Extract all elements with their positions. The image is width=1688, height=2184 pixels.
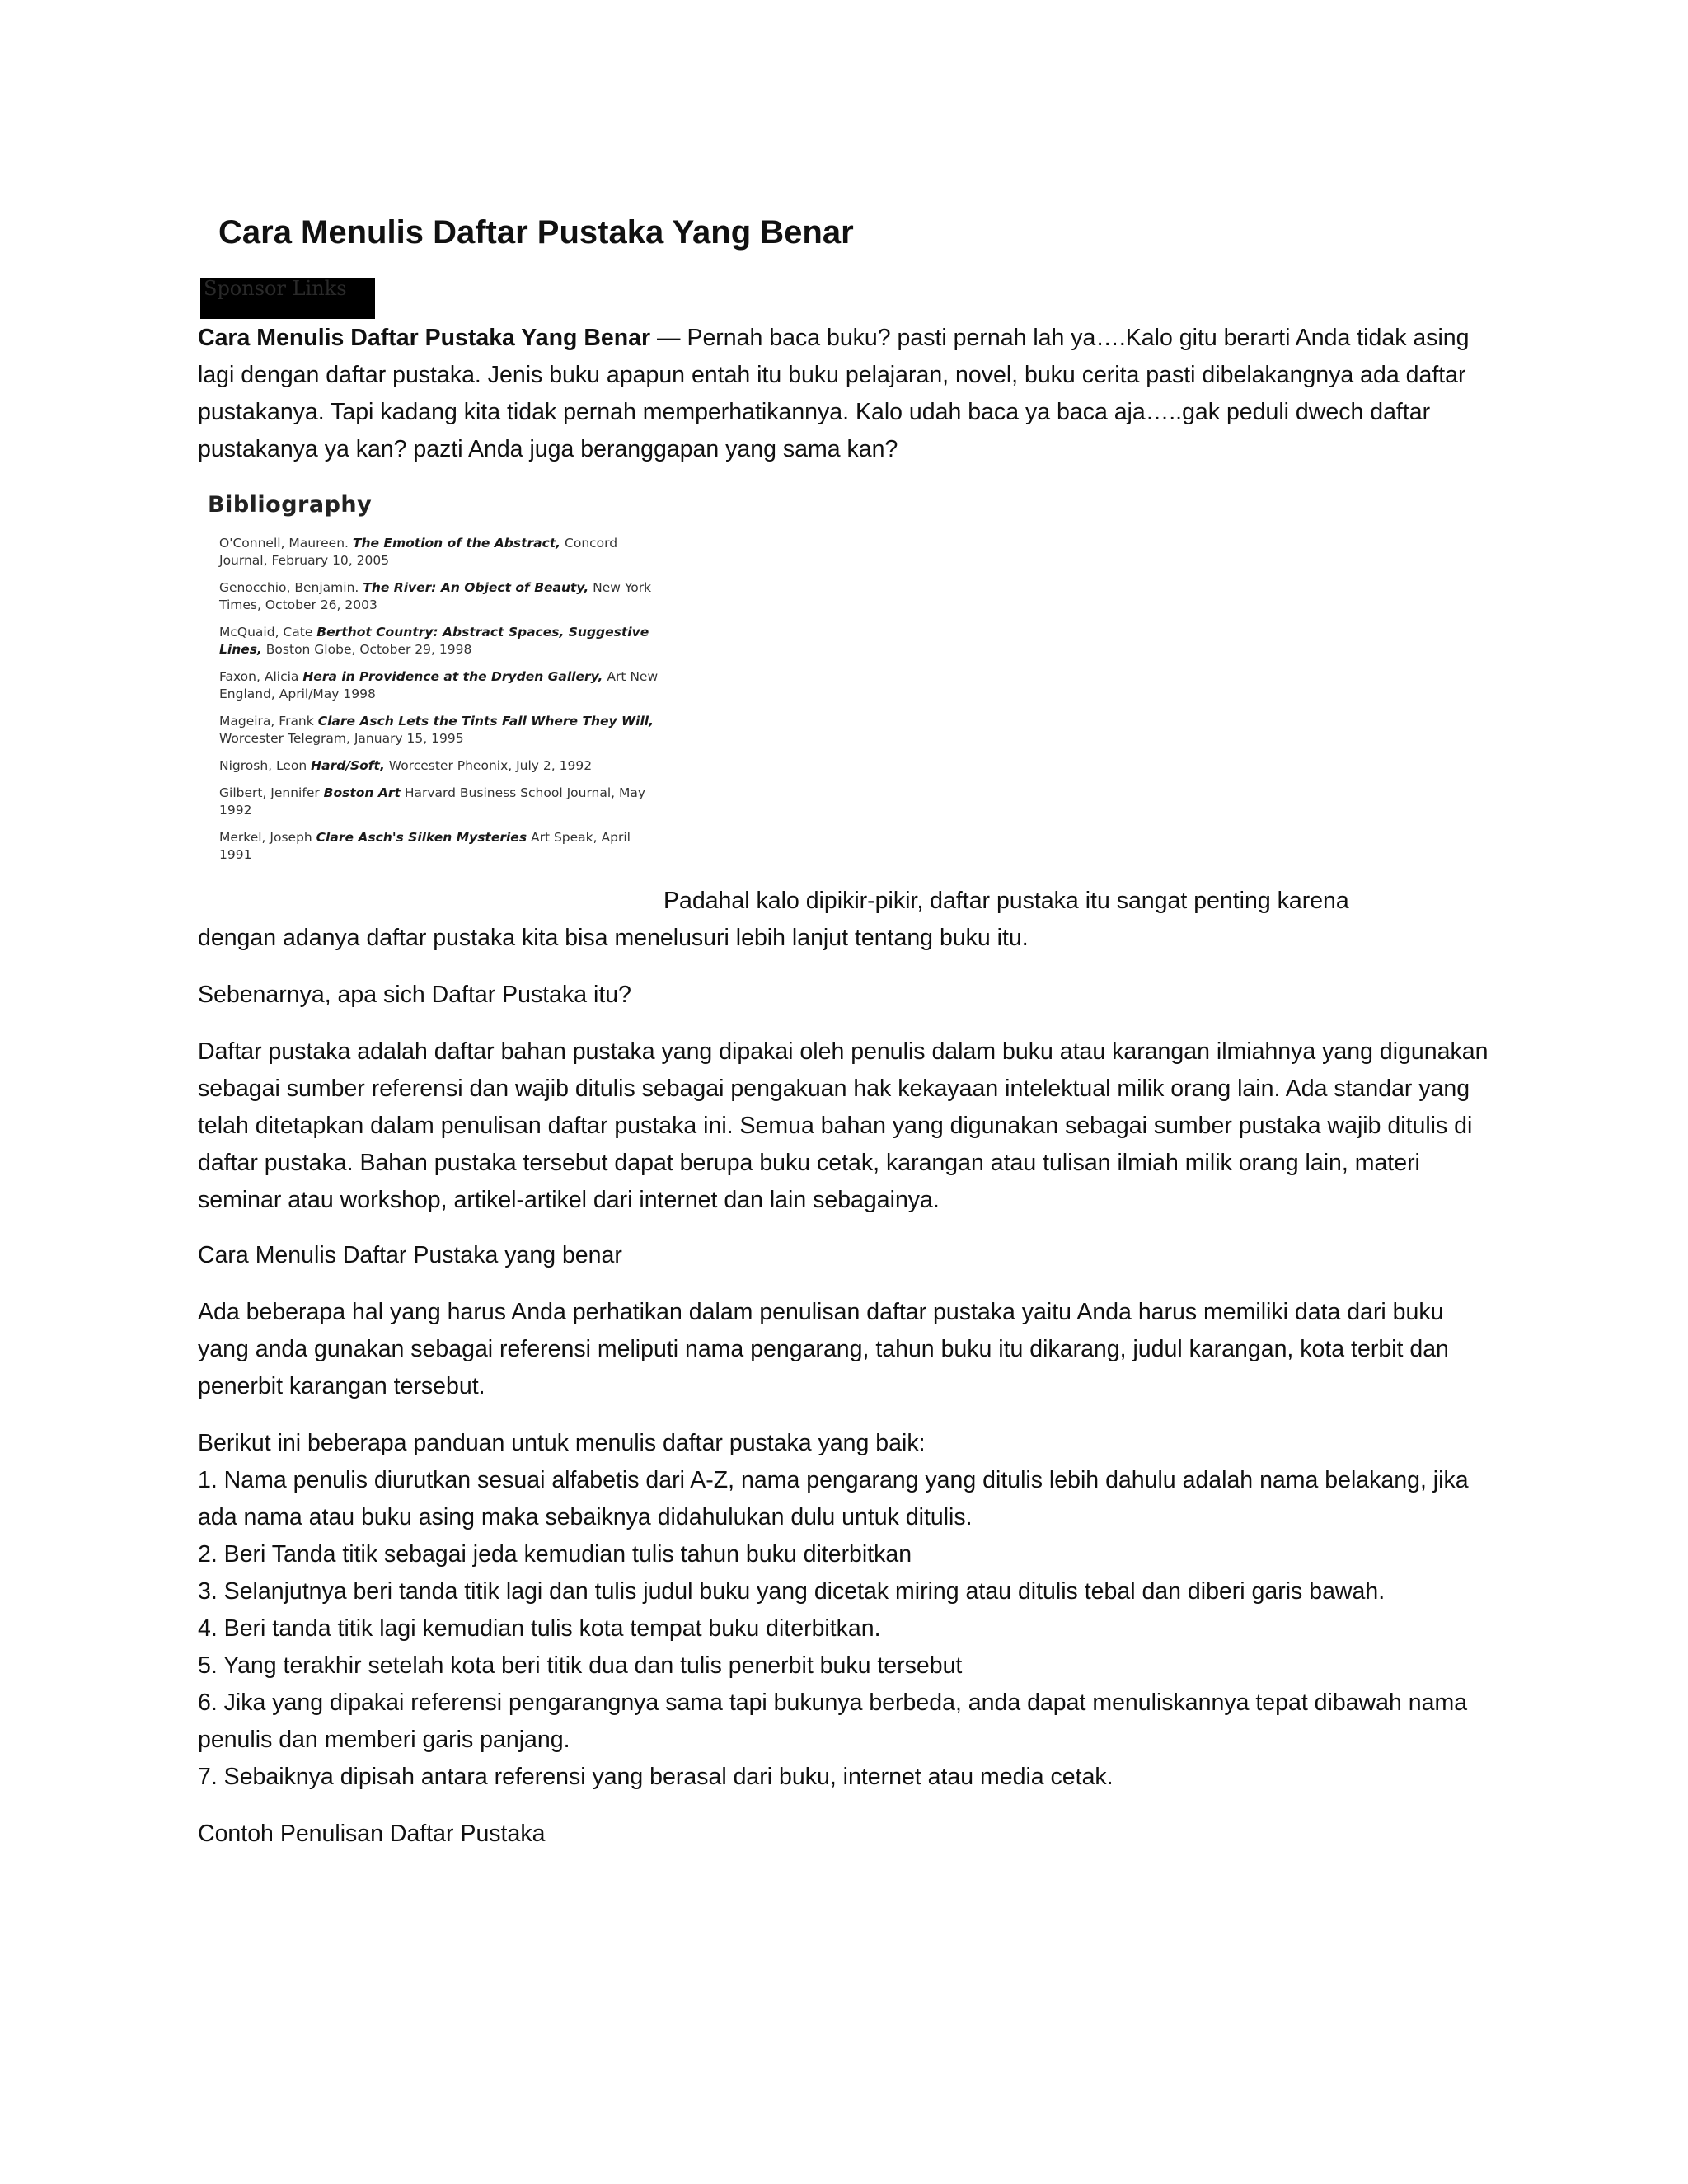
bibliography-entry <box>219 757 666 775</box>
bibliography-entry-title: The Emotion of the Abstract, <box>352 536 561 551</box>
bibliography-entry <box>219 624 666 658</box>
definition-paragraph: Daftar pustaka adalah daftar bahan pustaka yang dipakai oleh penulis dalam buku atau karangan ilmiahnya yang digunakan sebagai sumber referensi dan wajib ditulis sebagai pengakuan hak kekayaan intelektual milik orang lain. Ada standar yang telah ditetapkan dalam penulisan daftar pustaka ini. Semua bahan yang digunakan sebagai sumber pustaka wajib ditulis di daftar pustaka. Bahan pustaka tersebut dapat berupa buku cetak, karangan atau tulisan ilmiah milik orang lain, materi seminar atau workshop, artikel-artikel dari internet dan lain sebagainya. <box>198 1038 1489 1213</box>
bibliography-entry-source: Boston Globe, October 29, 1998 <box>265 642 472 657</box>
list-item: 2. Beri Tanda titik sebagai jeda kemudian tulis tahun buku diterbitkan <box>198 1541 912 1568</box>
bibliography-entry-author: Nigrosh, Leon <box>219 758 307 773</box>
bibliography-entry <box>219 535 666 569</box>
bibliography-entry-source: New York Times, October 26, 2003 <box>219 580 652 612</box>
intro-text: — Pernah baca buku? pasti pernah lah ya….Kalo gitu berarti Anda tidak asing lagi dengan daftar pustaka. Jenis buku apapun entah itu buku pelajaran, novel, buku cerita pasti dibelakangnya ada daftar pustakanya. Tapi kadang kita tidak pernah memperhatikannya. Kalo udah baca ya baca aja…..gak peduli dwech daftar pustakanya ya kan? pazti Anda juga beranggapan yang sama kan? <box>198 325 1470 462</box>
bibliography-entry <box>219 579 666 614</box>
bibliography-figure-row <box>198 481 1500 920</box>
bibliography-entry <box>219 785 666 819</box>
requirements-paragraph: Ada beberapa hal yang harus Anda perhatikan dalam penulisan daftar pustaka yaitu Anda harus memiliki data dari buku yang anda gunakan sebagai referensi meliputi nama pengarang, tahun buku itu dikarang, judul karangan, kota terbit dan penerbit karangan tersebut. <box>198 1299 1449 1399</box>
page-title: Cara Menulis Daftar Pustaka Yang Benar <box>218 214 854 251</box>
bibliography-entry-author: Gilbert, Jennifer <box>219 785 320 800</box>
bibliography-entry-title: Hera in Providence at the Dryden Gallery, <box>302 669 603 684</box>
bibliography-entry-source: Art New England, April/May 1998 <box>219 669 659 701</box>
bibliography-entry-source: Art Speak, April 1991 <box>219 830 631 862</box>
guide-list <box>198 1425 1500 1796</box>
list-item: 7. Sebaiknya dipisah antara referensi yang berasal dari buku, internet atau media cetak. <box>198 1764 1114 1790</box>
list-item: 4. Beri tanda titik lagi kemudian tulis kota tempat buku diterbitkan. <box>198 1615 881 1642</box>
bibliography-entry-title: Berthot Country: Abstract Spaces, Suggestive Lines, <box>219 625 649 657</box>
after-image-text: Padahal kalo dipikir-pikir, daftar pustaka itu sangat penting karena <box>663 888 1349 914</box>
bibliography-image <box>204 481 666 918</box>
bibliography-entry-source: Worcester Pheonix, July 2, 1992 <box>388 758 593 773</box>
bibliography-entry-source: Harvard Business School Journal, May 1992 <box>219 785 646 818</box>
list-item: 5. Yang terakhir setelah kota beri titik dua dan tulis penerbit buku tersebut <box>198 1652 963 1679</box>
intro-paragraph <box>198 320 1500 468</box>
intro-bold-title: Cara Menulis Daftar Pustaka Yang Benar <box>198 325 651 351</box>
bibliography-entry-author: Genocchio, Benjamin. <box>219 580 359 595</box>
bibliography-entry-title: Clare Asch's Silken Mysteries <box>316 830 528 845</box>
guide-intro: Berikut ini beberapa panduan untuk menulis daftar pustaka yang baik: <box>198 1430 926 1456</box>
bibliography-entry-author: Faxon, Alicia <box>219 669 299 684</box>
bibliography-entry-author: O'Connell, Maureen. <box>219 536 349 551</box>
bibliography-entry-author: McQuaid, Cate <box>219 625 313 640</box>
bibliography-entry <box>219 713 666 748</box>
list-item: 1. Nama penulis diurutkan sesuai alfabetis dari A-Z, nama pengarang yang ditulis lebih dahulu adalah nama belakang, jika ada nama atau buku asing maka sebaiknya didahulukan dulu untuk ditulis. <box>198 1467 1469 1530</box>
bibliography-entry-author: Mageira, Frank <box>219 714 314 729</box>
bibliography-heading: Bibliography <box>208 492 373 518</box>
bibliography-entry-author: Merkel, Joseph <box>219 830 312 845</box>
question-paragraph: Sebenarnya, apa sich Daftar Pustaka itu? <box>198 982 631 1008</box>
article-body <box>198 320 1500 1853</box>
sponsor-links-banner[interactable]: Sponsor Links <box>200 278 375 319</box>
bibliography-entry-title: Clare Asch Lets the Tints Fall Where They Will, <box>317 714 654 729</box>
after-image-text-continued: dengan adanya daftar pustaka kita bisa menelusuri lebih lanjut tentang buku itu. <box>198 925 1029 951</box>
subheading-paragraph: Cara Menulis Daftar Pustaka yang benar <box>198 1242 622 1268</box>
bibliography-entries <box>204 535 666 864</box>
bibliography-entry-source: Concord Journal, February 10, 2005 <box>219 536 618 568</box>
bibliography-entry-title: Boston Art <box>323 785 401 800</box>
example-heading: Contoh Penulisan Daftar Pustaka <box>198 1821 546 1847</box>
list-item: 3. Selanjutnya beri tanda titik lagi dan tulis judul buku yang dicetak miring atau ditulis tebal dan diberi garis bawah. <box>198 1578 1386 1605</box>
list-item: 6. Jika yang dipakai referensi pengarangnya sama tapi bukunya berbeda, anda dapat menuliskannya tepat dibawah nama penulis dan memberi garis panjang. <box>198 1690 1468 1753</box>
bibliography-entry-title: The River: An Object of Beauty, <box>363 580 589 595</box>
bibliography-entry <box>219 668 666 703</box>
bibliography-entry-source: Worcester Telegram, January 15, 1995 <box>219 731 464 746</box>
bibliography-entry-title: Hard/Soft, <box>311 758 385 773</box>
bibliography-entry <box>219 829 666 864</box>
